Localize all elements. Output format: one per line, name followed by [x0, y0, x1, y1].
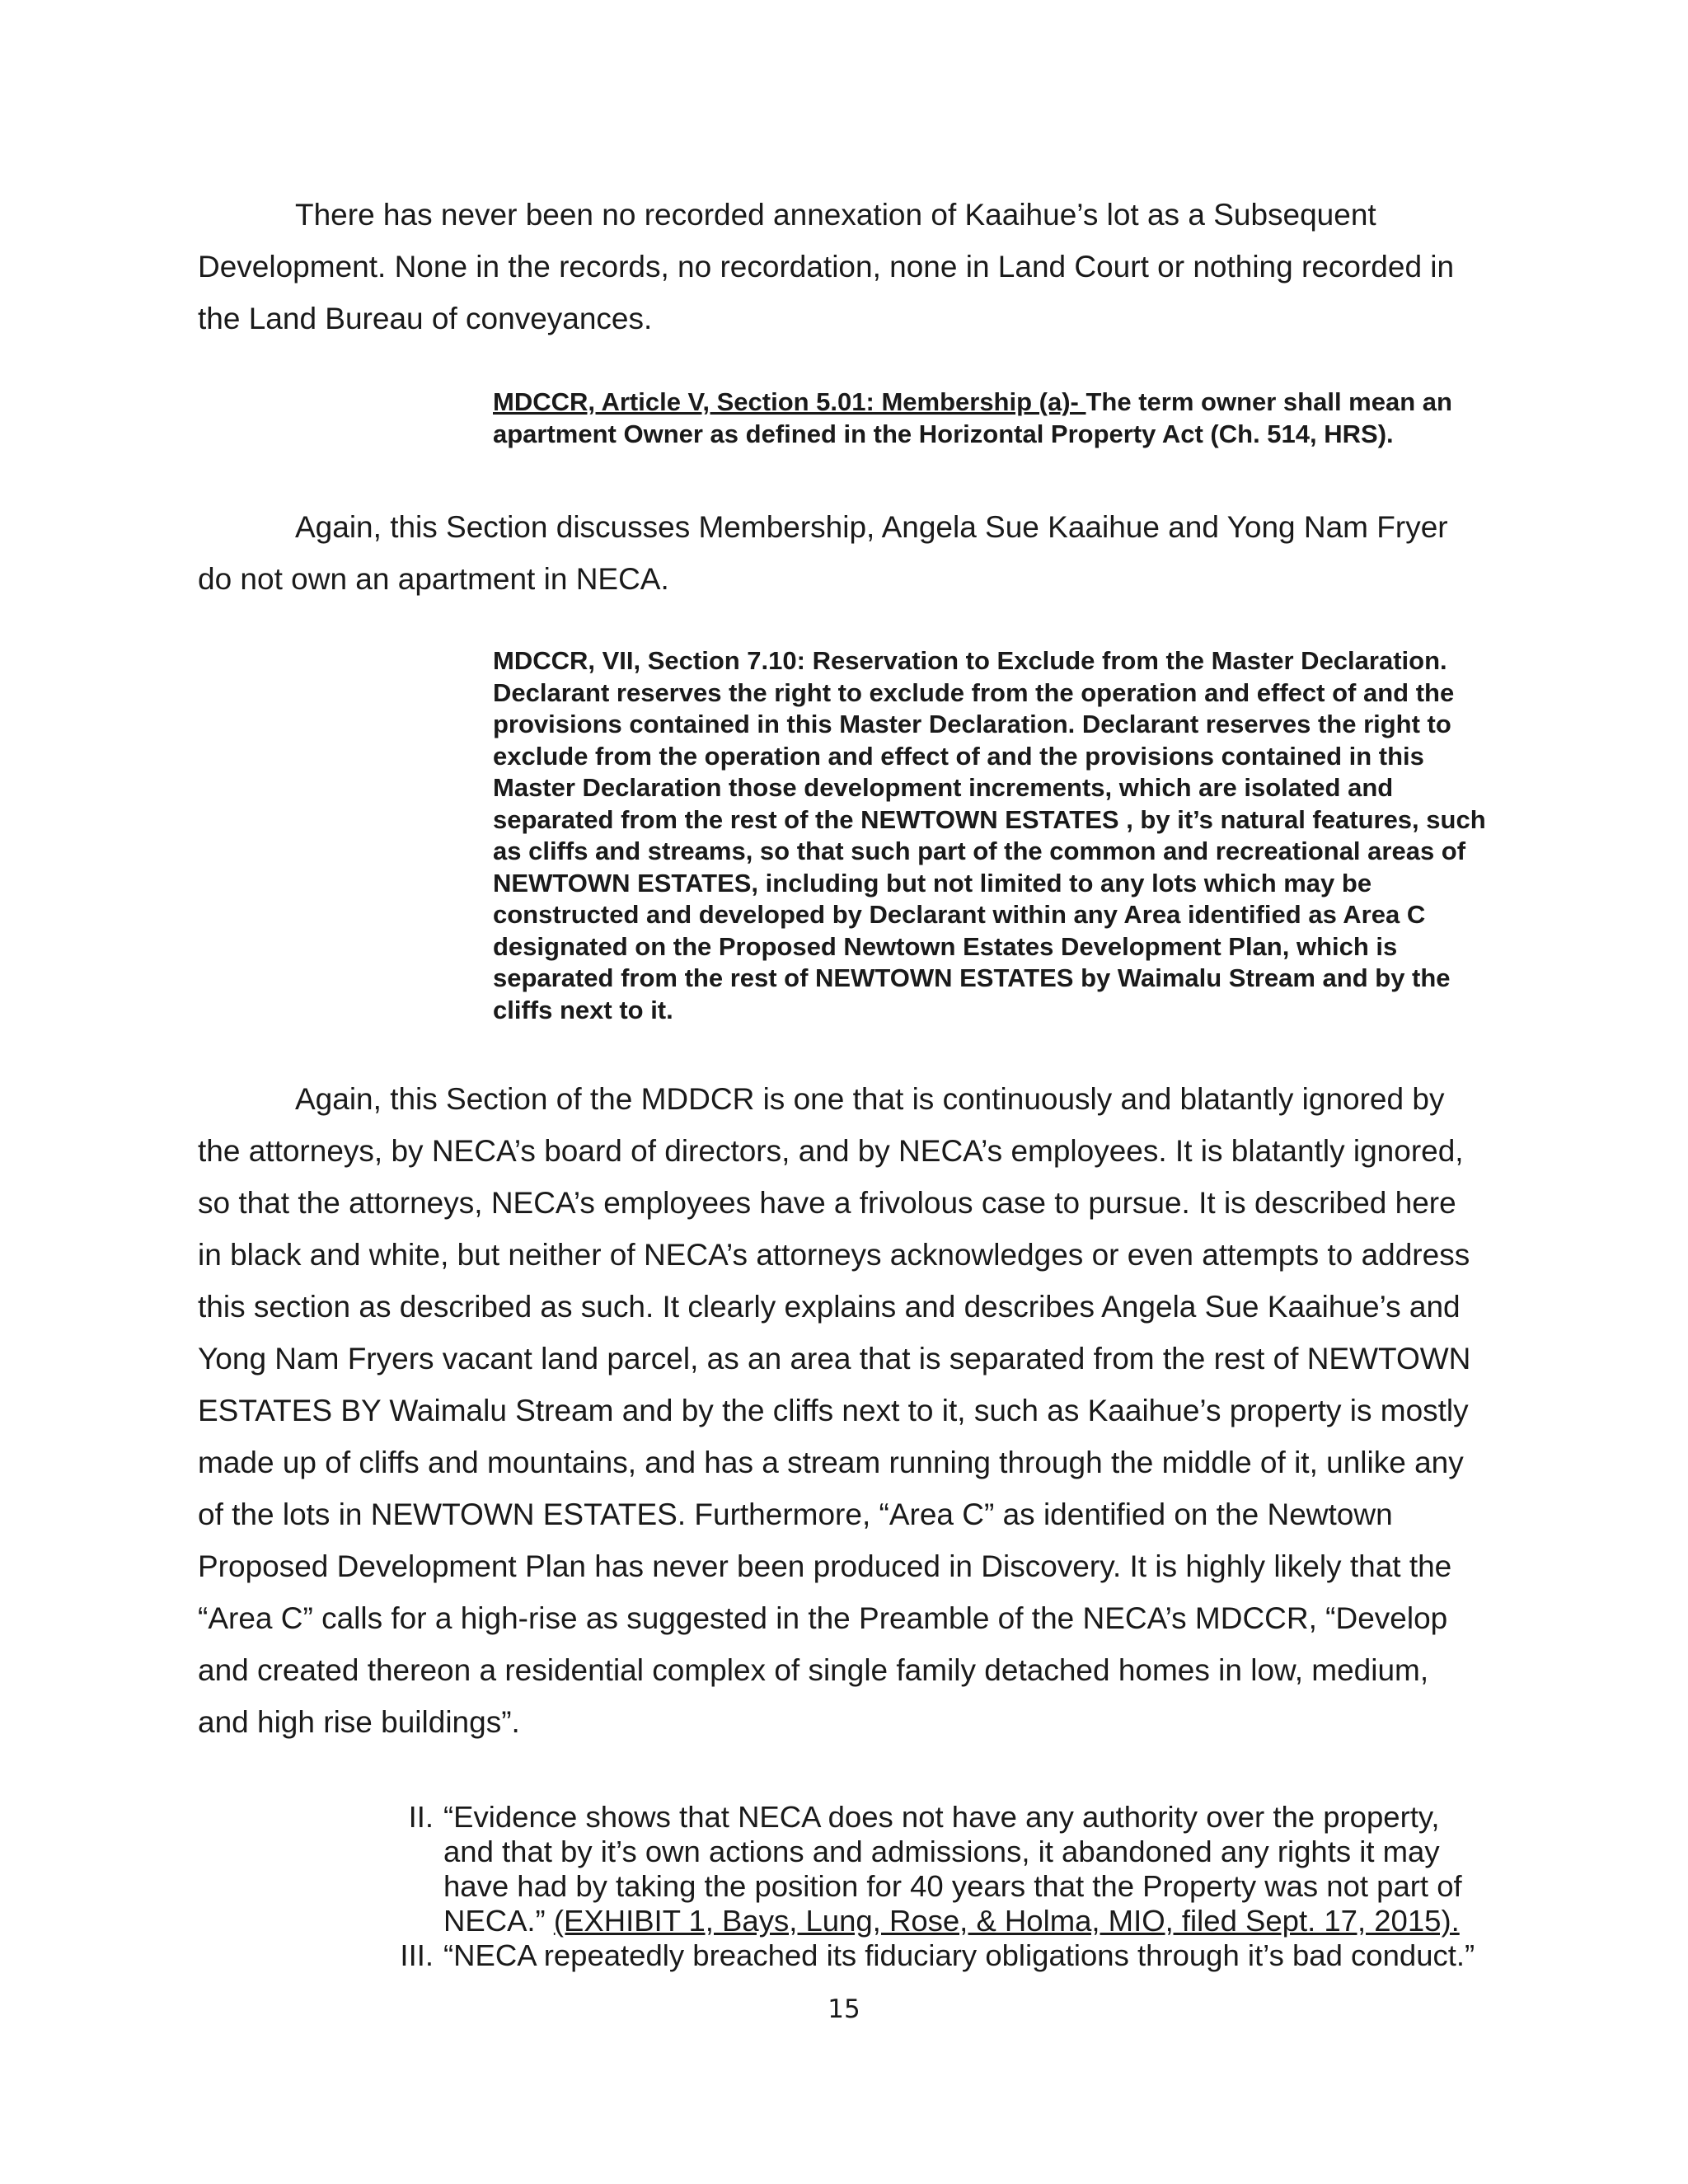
exhibit-citation: (EXHIBIT 1, Bays, Lung, Rose, & Holma, MIO, filed Sept. 17, 2015). — [553, 1904, 1460, 1938]
paragraph-membership — [198, 501, 1484, 605]
paragraph-ignored-section — [198, 1073, 1484, 1748]
numbered-list — [387, 1800, 1492, 1973]
list-text: “Evidence shows that NECA does not have any authority over the property, and that by it’s own actions and admissions, it abandoned any rights it may have had by taking the position for 40 years that the Property was not part of NECA.” — [443, 1800, 1462, 1938]
list-item — [387, 1800, 1492, 1938]
quote-text: MDCCR, VII, Section 7.10: Reservation to Exclude from the Master Declaration. Declarant reserves the right to exclude from the operation and effect of and the provisions contained in this Master Declaration. Declarant reserves the right to exclude from the operation and effect of and the provisions contained in this Master Declaration those development increments, which are isolated and separated from the rest of the NEWTOWN ESTATES , by it’s natural features, such as cliffs and streams, so that such part of the common and recreational areas of NEWTOWN ESTATES, including but not limited to any lots which may be constructed and developed by Declarant within any Area identified as Area C designated on the Proposed Newtown Estates Development Plan, which is separated from the rest of NEWTOWN ESTATES by Waimalu Stream and by the cliffs next to it. — [493, 646, 1486, 1024]
list-item — [387, 1938, 1492, 1973]
paragraph-text: Again, this Section discusses Membership, Angela Sue Kaaihue and Yong Nam Fryer do not own an apartment in NECA. — [198, 510, 1448, 596]
list-number: II. — [408, 1800, 434, 1834]
quote-text: The term owner shall mean an apartment Owner as defined in the Horizontal Property Act (Ch. 514, HRS). — [493, 387, 1452, 448]
block-quote-membership — [493, 387, 1498, 450]
block-quote-reservation — [493, 645, 1498, 1026]
quote-heading: MDCCR, Article V, Section 5.01: Membership (a)- — [493, 387, 1086, 416]
page-number: 15 — [828, 1994, 860, 2024]
list-text: “NECA repeatedly breached its fiduciary obligations through it’s bad conduct.” — [443, 1938, 1475, 1972]
paragraph-text: Again, this Section of the MDDCR is one that is continuously and blatantly ignored by the attorneys, by NECA’s board of directors, and by NECA’s employees. It is blatantly ignored, so that the attorneys, NECA’s employees have a frivolous case to pursue. It is described here in black and white, but neither of NECA’s attorneys acknowledges or even attempts to address this section as described as such. It clearly explains and describes Angela Sue Kaaihue’s and Yong Nam Fryers vacant land parcel, as an area that is separated from the rest of NEWTOWN ESTATES BY Waimalu Stream and by the cliffs next to it, such as Kaaihue’s property is mostly made up of cliffs and mountains, and has a stream running through the middle of it, unlike any of the lots in NEWTOWN ESTATES. Furthermore, “Area C” as identified on the Newtown Proposed Development Plan has never been produced in Discovery. It is highly likely that the “Area C” calls for a high-rise as suggested in the Preamble of the NECA’s MDCCR, “Develop and created thereon a residential complex of single family detached homes in low, medium, and high rise buildings”. — [198, 1082, 1471, 1739]
paragraph-text: There has never been no recorded annexation of Kaaihue’s lot as a Subsequent Development. None in the records, no recordation, none in Land Court or nothing recorded in the Land Bureau of conveyances. — [198, 198, 1455, 335]
list-number: III. — [400, 1938, 434, 1972]
paragraph-annexation — [198, 189, 1484, 344]
